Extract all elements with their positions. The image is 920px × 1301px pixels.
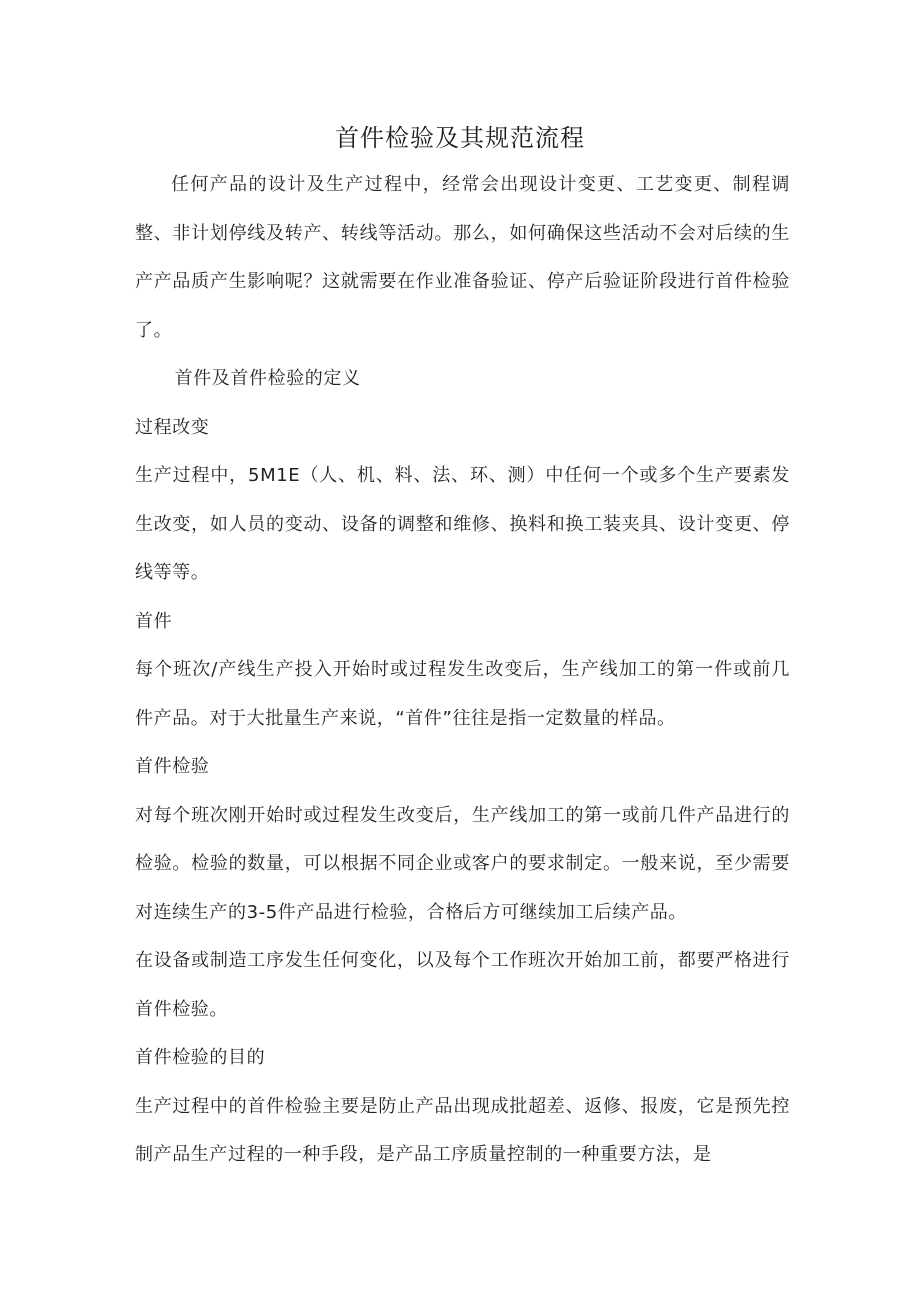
first-piece-inspection-paragraph-2: 在设备或制造工序发生任何变化，以及每个工作班次开始加工前，都要严格进行首件检验。 xyxy=(135,950,790,1020)
first-piece-inspection-heading: 首件检验 xyxy=(135,756,210,777)
purpose-heading: 首件检验的目的 xyxy=(135,1047,266,1068)
process-change-paragraph: 生产过程中，5M1E（人、机、料、法、环、测）中任何一个或多个生产要素发生改变，如人员的变动、设备的调整和维修、换料和换工装夹具、设计变更、停线等等。 xyxy=(135,465,790,583)
document-body xyxy=(135,161,790,1180)
intro-paragraph: 任何产品的设计及生产过程中，经常会出现设计变更、工艺变更、制程调整、非计划停线及转产、转线等活动。那么，如何确保这些活动不会对后续的生产产品质产生影响呢？这就需要在作业准备验证、停产后验证阶段进行首件检验了。 xyxy=(135,174,790,341)
purpose-paragraph: 生产过程中的首件检验主要是防止产品出现成批超差、返修、报废，它是预先控制产品生产过程的一种手段，是产品工序质量控制的一种重要方法，是 xyxy=(135,1095,790,1165)
first-piece-paragraph: 每个班次/产线生产投入开始时或过程发生改变后，生产线加工的第一件或前几件产品。对于大批量生产来说，“首件”往往是指一定数量的样品。 xyxy=(135,659,790,729)
definition-section-heading: 首件及首件检验的定义 xyxy=(174,368,361,389)
first-piece-inspection-paragraph-1: 对每个班次刚开始时或过程发生改变后，生产线加工的第一或前几件产品进行的检验。检验的数量，可以根据不同企业或客户的要求制定。一般来说，至少需要对连续生产的3-5件产品进行检验，合格后方可继续加工后续产品。 xyxy=(135,804,790,923)
first-piece-heading: 首件 xyxy=(135,610,173,632)
document-title: 首件检验及其规范流程 xyxy=(335,124,585,152)
process-change-heading: 过程改变 xyxy=(135,416,210,438)
